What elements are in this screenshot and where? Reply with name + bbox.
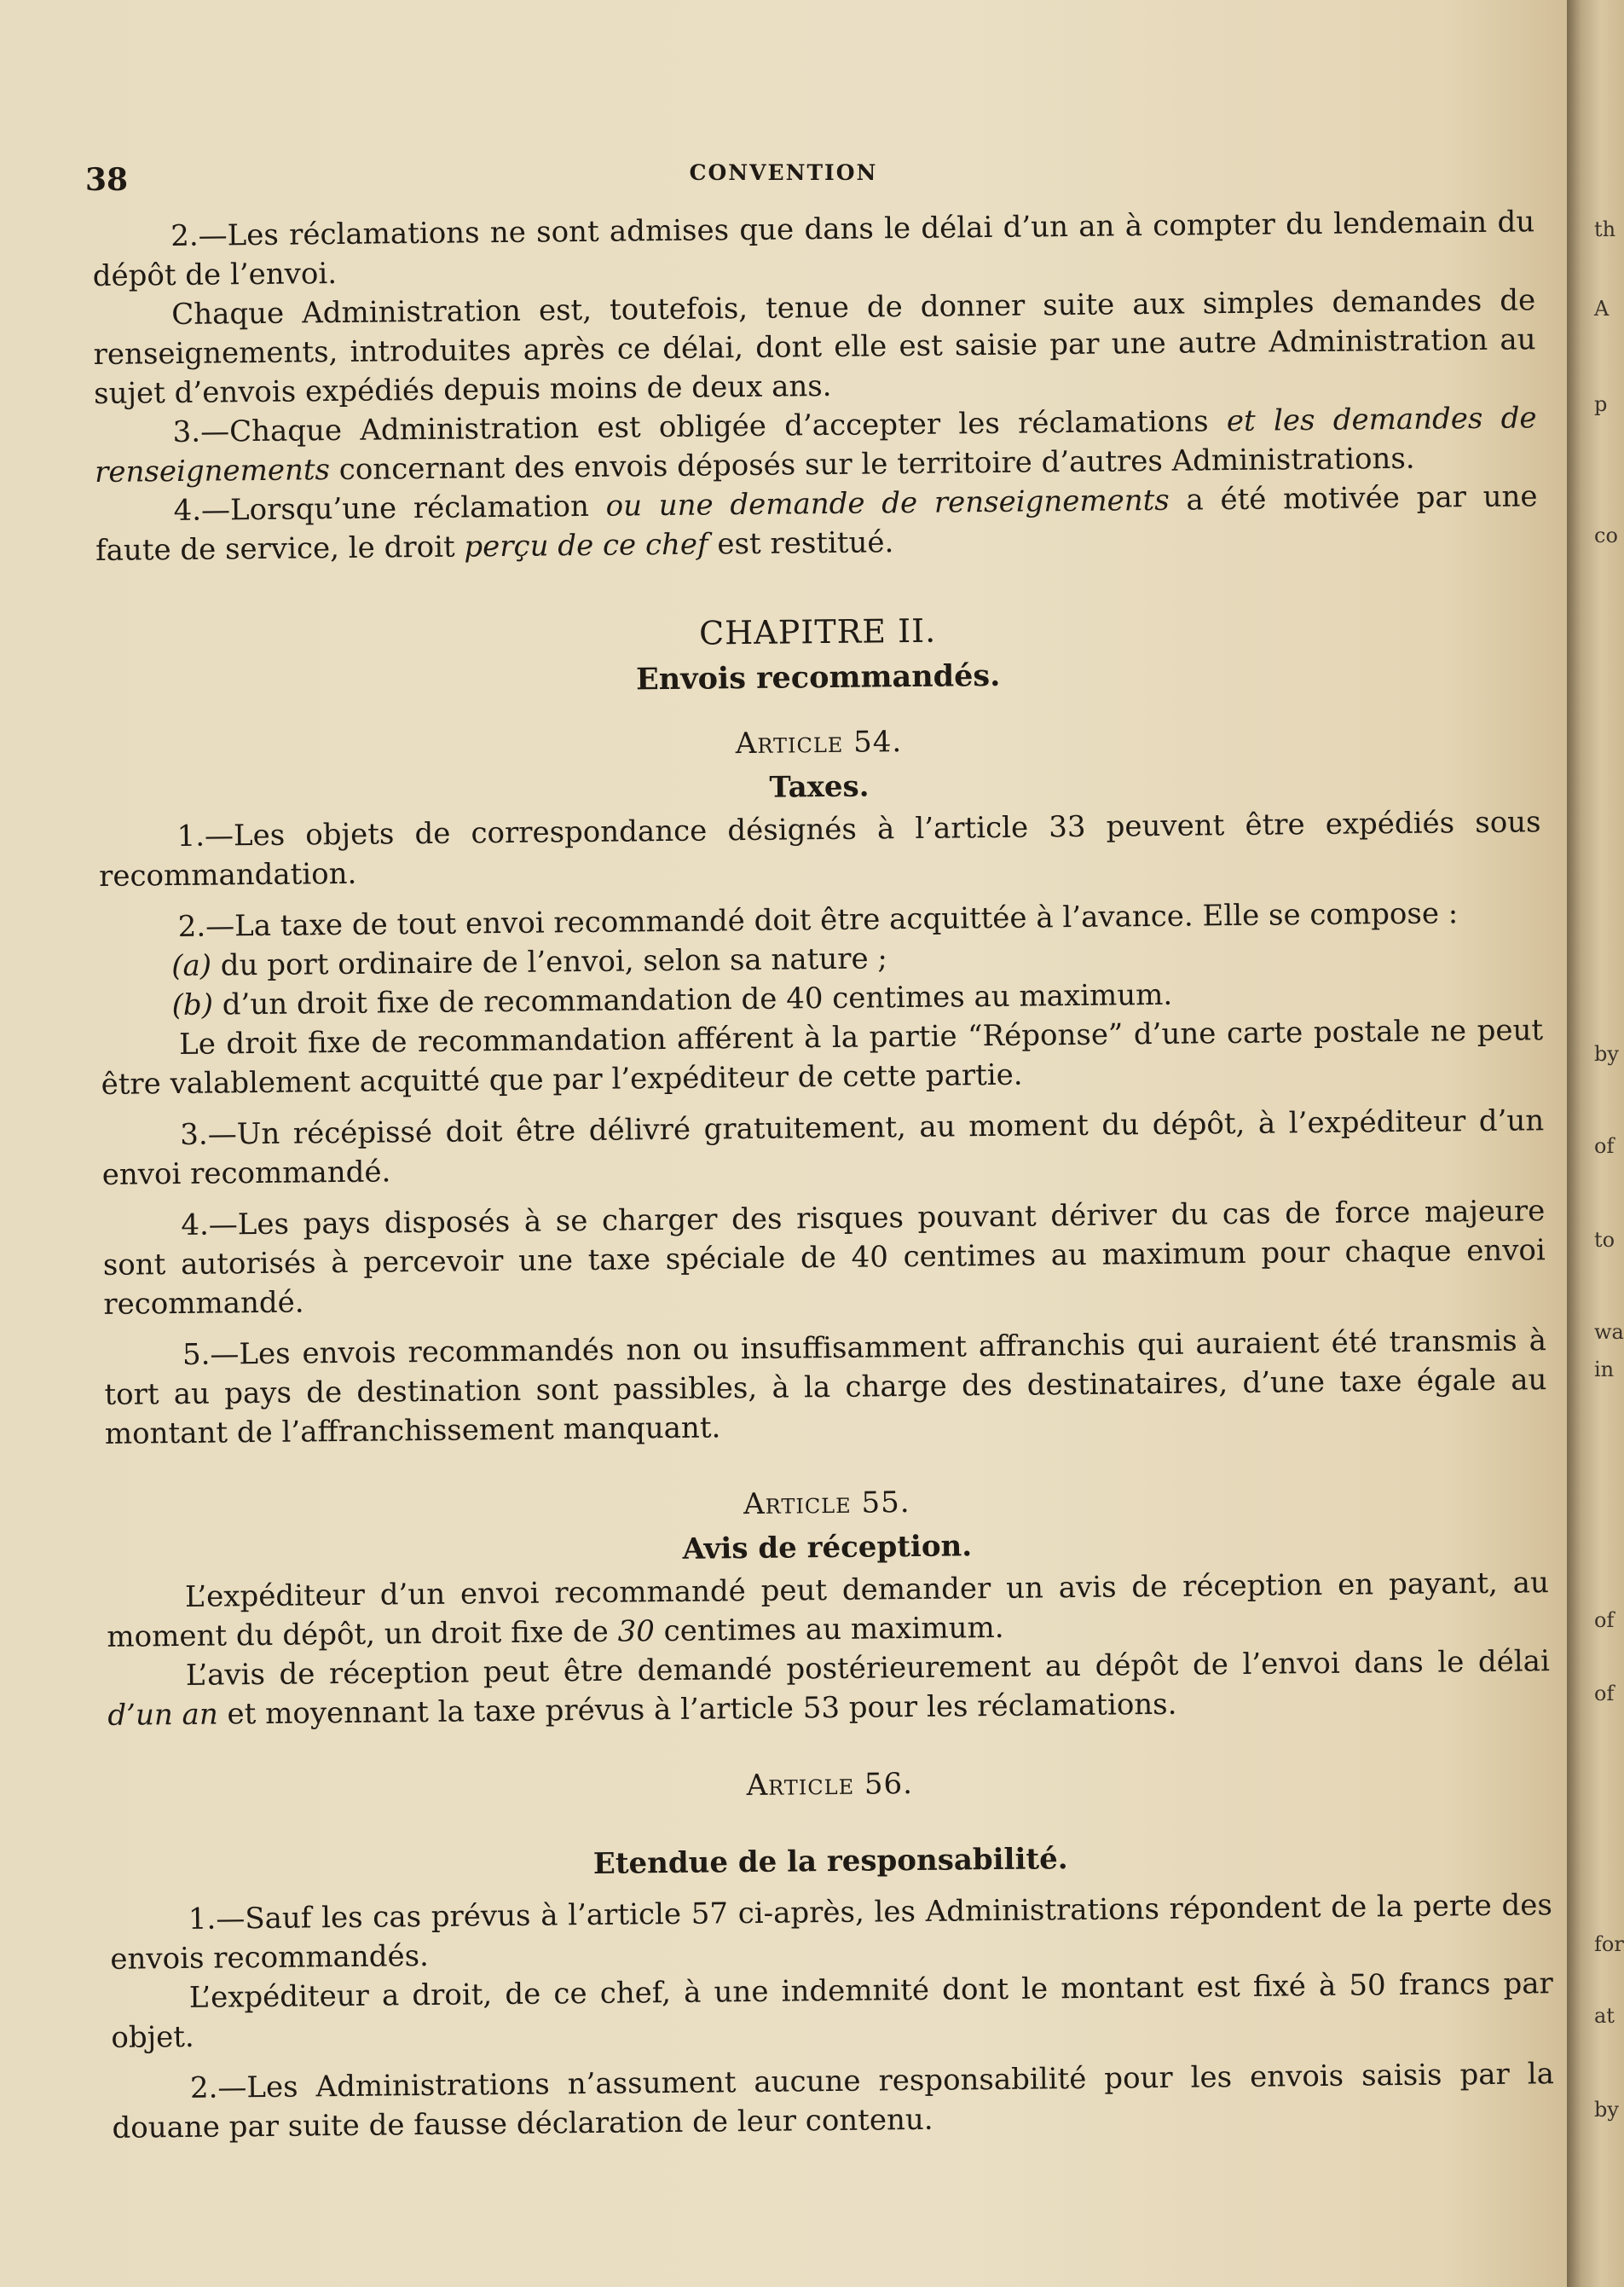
facing-page-fragment: in	[1594, 1358, 1615, 1381]
text-run: L’avis de réception peut être demandé postérieurement au dépôt de l’envoi dans le délai	[185, 1644, 1551, 1693]
text-run: du port ordinaire de l’envoi, selon sa nature ;	[211, 941, 888, 983]
paragraph	[107, 1641, 1551, 1735]
italic-text: ou une demande de renseignements	[605, 483, 1170, 524]
chapter-subtitle: Envois recommandés.	[635, 657, 1001, 698]
text-run: et moyennant la taxe prévus à l’article 53 pour les réclamations.	[217, 1687, 1177, 1732]
chapter-heading: CHAPITRE II.	[698, 611, 937, 652]
paragraph: 2.—Les Administrations n’assument aucune responsabilité pour les envois saisis par la douane par suite de fausse déclaration de leur contenu.	[112, 2057, 1555, 2145]
paragraph: 5.—Les envois recommandés non ou insuffisamment affranchis qui auraient été transmis à tort au pays de destination sont passibles, à la charge des destinataires, d’une taxe égale au montant de l’affranchissement manquant.	[104, 1323, 1547, 1451]
paragraph: 4.—Les pays disposés à se charger des risques pouvant dériver du cas de force majeure sont autorisés à percevoir une taxe spéciale de 40 centimes au maximum pour chaque envoi recommandé.	[102, 1194, 1546, 1322]
paragraph: 2.—La taxe de tout envoi recommandé doit être acquittée à l’avance. Elle se compose :	[177, 896, 1459, 944]
facing-page-fragment: of	[1594, 1682, 1615, 1705]
italic-text: d’un an	[107, 1697, 218, 1733]
facing-page-fragment: for	[1594, 1932, 1624, 1956]
text-run: est restitué.	[708, 525, 894, 562]
facing-page-fragment: A	[1594, 297, 1610, 321]
paragraph	[107, 1563, 1550, 1657]
text-run: L’expéditeur d’un envoi recommandé peut demander un avis de réception en payant, au moment du dépôt, un droit fixe de	[107, 1566, 1550, 1654]
text-run: d’un droit fixe de recommandation de 40 centimes au maximum.	[212, 977, 1173, 1022]
list-label: (b)	[171, 987, 214, 1023]
article-heading: Article 56.	[746, 1767, 914, 1804]
page-header	[0, 153, 1567, 205]
facing-page-fragment: to	[1594, 1228, 1615, 1252]
article-title: Taxes.	[769, 769, 870, 805]
body-text	[92, 202, 1555, 2148]
facing-page-fragment: co	[1594, 524, 1618, 547]
facing-page-fragment: th	[1594, 217, 1616, 241]
paragraph: Chaque Administration est, toutefois, tenue de donner suite aux simples demandes de renseignements, introduites après ce délai, dont elle est saisie par une autre Administration au sujet d’envois expédiés depuis moins de deux ans.	[93, 283, 1536, 411]
facing-page-edge	[1594, 0, 1624, 2287]
paragraph: 1.—Sauf les cas prévus à l’article 57 ci-après, les Administrations répondent de la perte des envois recommandés.	[110, 1888, 1553, 1977]
article-heading: Article 55.	[743, 1485, 910, 1522]
facing-page-fragment: by	[1594, 2098, 1619, 2122]
facing-page-fragment: at	[1594, 2004, 1615, 2028]
text-run: concernant des envois déposés sur le territoire d’autres Administrations.	[329, 441, 1415, 488]
page-number: 38	[85, 162, 129, 198]
paragraph: 1.—Les objets de correspondance désignés à l’article 33 peuvent être expédiés sous recommandation.	[98, 805, 1541, 894]
text-run: centimes au maximum.	[654, 1610, 1004, 1649]
paragraph: 3.—Un récépissé doit être délivré gratuitement, au moment du dépôt, à l’expéditeur d’un envoi recommandé.	[101, 1103, 1545, 1192]
paragraph: Le droit fixe de recommandation afférent à la partie “Réponse” d’une carte postale ne peut être valablement acquitté que par l’expéditeur de cette partie.	[101, 1013, 1544, 1102]
article-heading: Article 54.	[735, 725, 903, 761]
italic-text: et les demandes de renseignements	[94, 401, 1537, 489]
article-title: Avis de réception.	[682, 1529, 973, 1566]
italic-text: 30	[617, 1614, 656, 1649]
list-label: (a)	[170, 948, 212, 984]
paragraph	[94, 398, 1537, 492]
paragraph: 2.—Les réclamations ne sont admises que dans le délai d’un an à compter du lendemain du dépôt de l’envoi.	[92, 205, 1535, 293]
running-head: CONVENTION	[689, 160, 878, 185]
facing-page-fragment: by	[1594, 1042, 1619, 1066]
facing-page-fragment: of	[1594, 1134, 1615, 1158]
article-title: Etendue de la responsabilité.	[592, 1842, 1068, 1881]
italic-text: perçu de ce chef	[464, 527, 708, 565]
facing-page-fragment: of	[1594, 1608, 1615, 1632]
text-run: 3.—Chaque Administration est obligée d’accepter les réclamations	[172, 404, 1228, 450]
facing-page-fragment: p	[1594, 392, 1608, 416]
text-run: a été motivée par une faute de service, le droit	[95, 479, 1538, 568]
paragraph: L’expéditeur a droit, de ce chef, à une indemnité dont le montant est fixé à 50 francs par objet.	[111, 1966, 1553, 2055]
paragraph	[95, 477, 1538, 570]
text-run: 4.—Lorsqu’une réclamation	[173, 489, 606, 529]
facing-page-fragment: wa	[1594, 1320, 1624, 1344]
